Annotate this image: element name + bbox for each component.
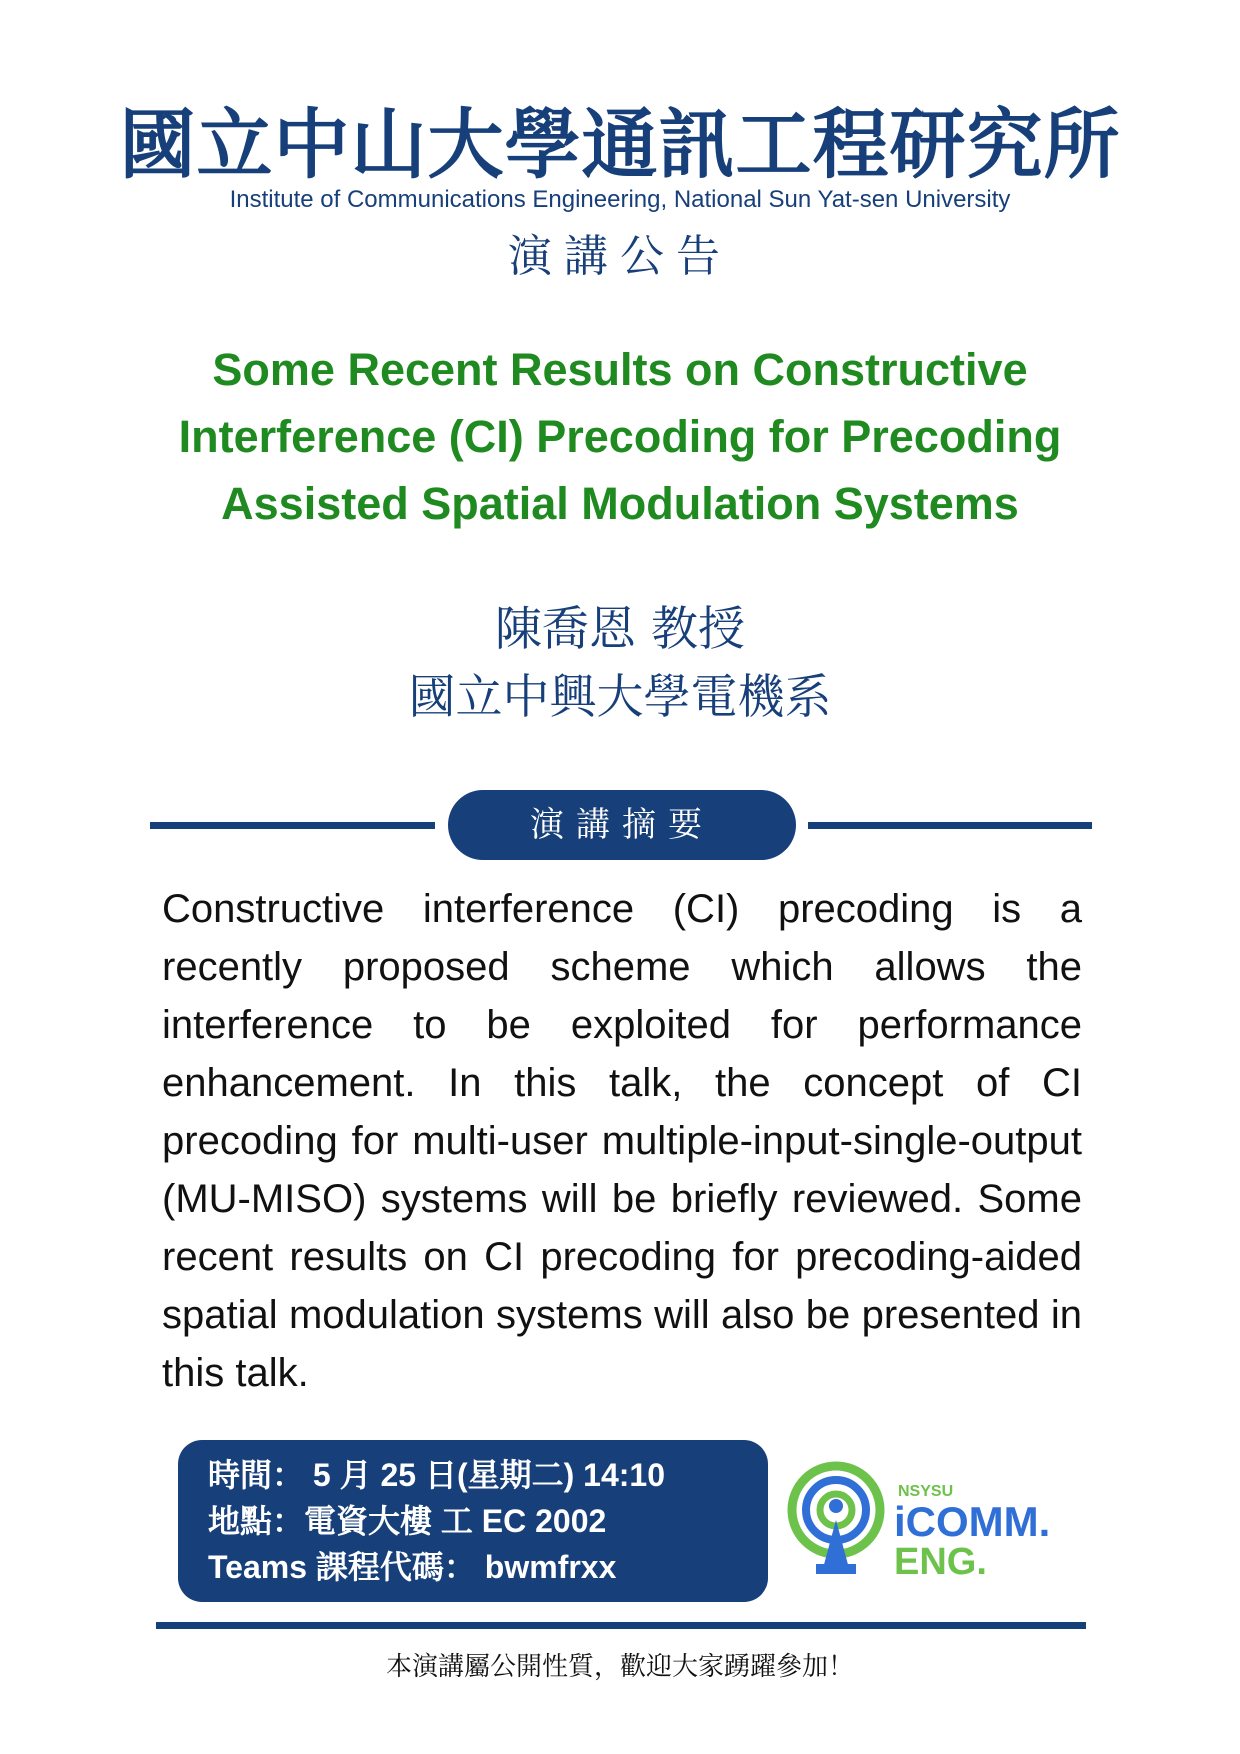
teams-code: Teams 課程代碼： bwmfrxx	[208, 1549, 617, 1585]
logo-line1: iCOMM.	[894, 1498, 1051, 1545]
divider-right	[808, 822, 1092, 829]
talk-title	[100, 336, 1140, 537]
event-location: 地點：電資大樓 工 EC 2002	[208, 1503, 607, 1539]
institute-name-en: Institute of Communications Engineering, National Sun Yat-sen University	[229, 186, 1011, 213]
event-info-box	[178, 1440, 768, 1602]
talk-title-line: Some Recent Results on Constructive	[212, 344, 1028, 395]
institute-name-zh: 國立中山大學通訊工程研究所	[119, 100, 1121, 189]
logo-line2: ENG.	[894, 1541, 987, 1580]
talk-title-line: Assisted Spatial Modulation Systems	[221, 478, 1019, 529]
logo-small-text: NSYSU	[898, 1483, 954, 1500]
speaker-name: 陳喬恩 教授	[495, 602, 745, 657]
divider-left	[150, 822, 435, 829]
speaker-affiliation: 國立中興大學電機系	[408, 670, 832, 725]
announcement-heading: 演講公告	[508, 231, 732, 282]
abstract-text: Constructive interference (CI) precoding is a recently proposed scheme which allows the interference to be exploited for performance enhancement. In this talk, the concept of CI precoding for multi-user multiple-input-single-output (MU-MISO) systems will be briefly reviewed. Some recent results on CI precoding for precoding-aided spatial modulation systems will also be presented in this talk.	[162, 887, 1082, 1395]
abstract-label: 演講摘要	[448, 790, 796, 860]
talk-title-line: Interference (CI) Precoding for Precoding	[178, 411, 1062, 462]
logo-icon	[786, 1460, 1086, 1580]
footer-note: 本演講屬公開性質，歡迎大家踴躍參加！	[385, 1652, 854, 1682]
event-time: 時間： 5 月 25 日(星期二) 14:10	[208, 1457, 666, 1493]
icomm-eng-logo	[786, 1460, 1086, 1580]
footer-divider	[156, 1622, 1086, 1629]
